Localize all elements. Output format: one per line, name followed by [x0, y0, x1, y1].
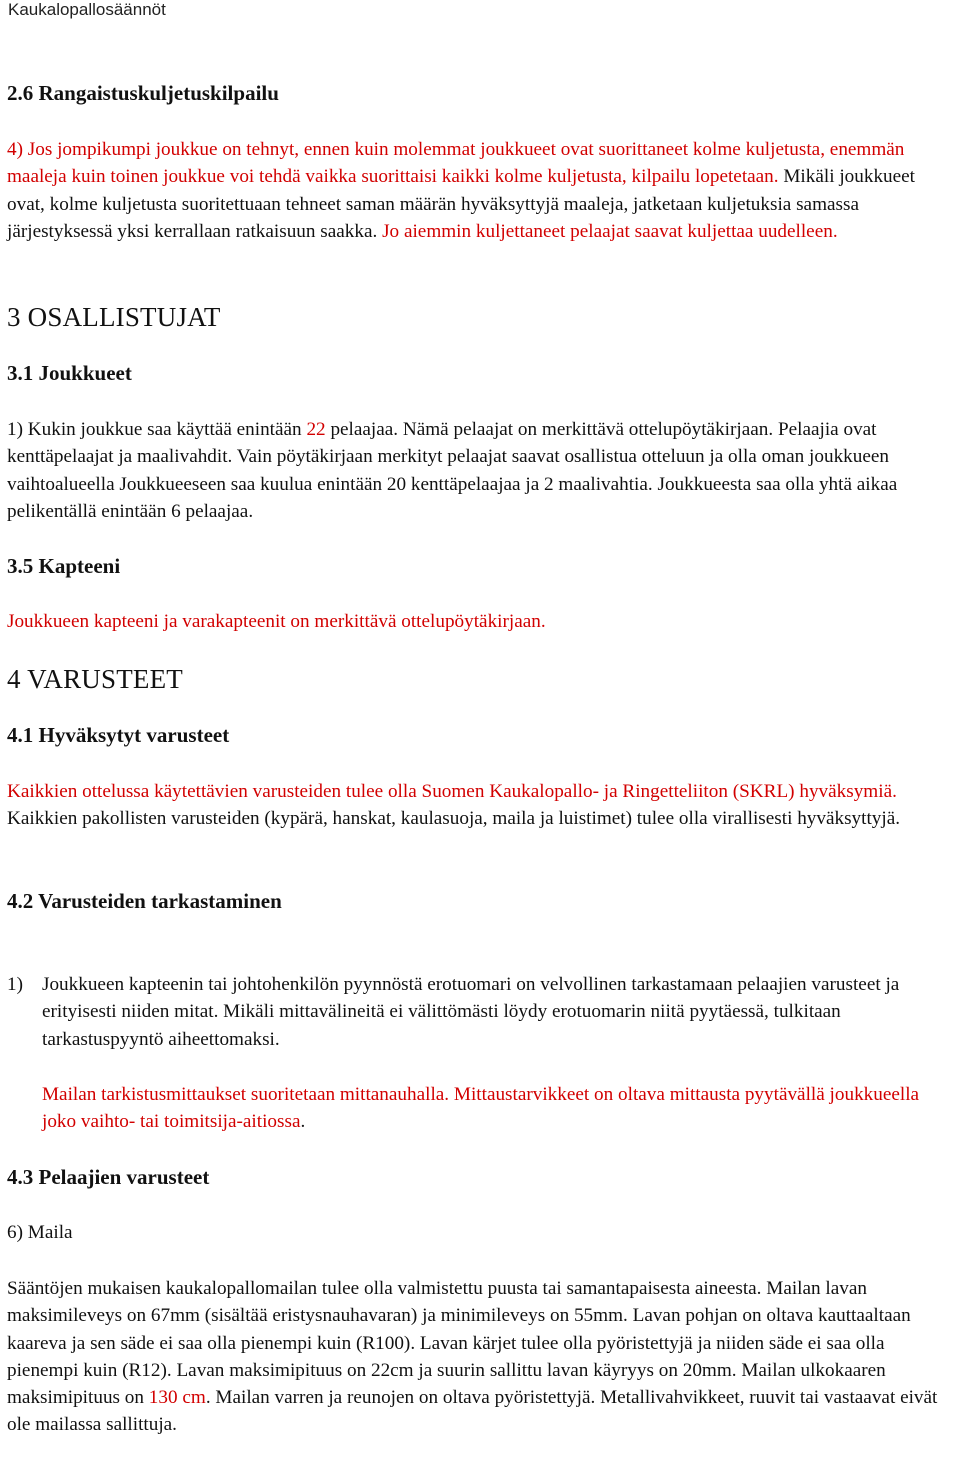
section-2-6-paragraph	[7, 136, 957, 245]
red-text: Kaikkien ottelussa käytettävien varusteiden tulee olla Suomen Kaukalopallo- ja Ringetteliiton (SKRL) hyväksymiä.	[7, 781, 897, 802]
section-4-1-paragraph	[7, 778, 957, 833]
section-4-2-note	[42, 1081, 957, 1136]
section-4-2-heading: 4.2 Varusteiden tarkastaminen	[7, 889, 282, 913]
body-text: pelaajaa. Nämä pelaajat on merkittävä ottelupöytäkirjaan. Pelaajia ovat kenttäpelaajat ja maalivahdit. Vain pöytäkirjaan merkityt pelaajat saavat osallistua otteluun ja olla oman joukkueen vaihtoalueella Joukkueeseen saa kuulua enintään 20 kenttäpelaajaa ja 2 maalivahtia. Joukkueesta saa olla yhtä aikaa pelikentällä enintään 6 pelaajaa.	[7, 419, 898, 522]
body-text: 1) Kukin joukkue saa käyttää enintään	[7, 419, 307, 440]
red-text: 22	[306, 419, 326, 440]
section-4-3-heading: 4.3 Pelaajien varusteet	[7, 1165, 210, 1189]
body-text: . Mailan varren ja reunojen on oltava pyöristettyjä. Metallivahvikkeet, ruuvit tai vastaavat eivät ole mailassa sallittuja.	[7, 1387, 938, 1436]
body-text: Sääntöjen mukaisen kaukalopallomailan tulee olla valmistettu puusta tai samantapaisesta aineesta. Mailan lavan maksimileveys on 67mm (sisältää eristysnauhavaran) ja minimileveys on 55mm. Lavan pohjan on oltava kauttaaltaan kaareva ja sen säde ei saa olla pienempi kuin (R100). Lavan kärjet tulee olla pyöristettyjä ja niiden säde ei saa olla pienempi kuin (R12). Lavan maksimipituus on 22cm ja suurin sallittu lavan käyryys on 20mm. Mailan ulkokaaren maksimipituus on	[7, 1278, 911, 1409]
section-4-1-heading: 4.1 Hyväksytyt varusteet	[7, 723, 230, 747]
red-text: Jo aiemmin kuljettaneet pelaajat saavat kuljettaa uudelleen.	[377, 220, 838, 242]
section-3-5-heading: 3.5 Kapteeni	[7, 554, 121, 578]
list-number: 1)	[7, 974, 23, 995]
section-2-6-heading: 2.6 Rangaistuskuljetuskilpailu	[7, 81, 279, 105]
section-4-2-paragraph: Joukkueen kapteenin tai johtohenkilön pyynnöstä erotuomari on velvollinen tarkastamaan pelaajien varusteet ja erityisesti niiden mitat. Mikäli mittavälineitä ei välittömästi löydy erotuomarin niitä pyytäessä, tulkitaan tarkastuspyyntö aiheettomaksi.	[42, 974, 900, 1050]
maila-paragraph	[7, 1275, 957, 1439]
section-3-5-paragraph: Joukkueen kapteeni ja varakapteenit on merkittävä ottelupöytäkirjaan.	[7, 611, 546, 632]
body-text: .	[300, 1111, 306, 1133]
section-3-1-paragraph	[7, 416, 957, 525]
body-text: Mikäli joukkueet ovat, kolme kuljetusta suoritettuaan tehneet saman määrän hyväksyttyjä maaleja, jatketaan kuljetuksia samassa järjestyksessä yksi kerrallaan ratkaisuun saakka.	[7, 166, 915, 242]
red-text: Mailan tarkistusmittaukset suoritetaan mittanauhalla. Mittaustarvikkeet on oltava mittausta pyytävällä joukkueella joko vaihto- tai toimitsija-aitiossa	[42, 1084, 920, 1133]
document-header: Kaukalopallosäännöt	[8, 0, 166, 19]
body-text: Kaikkien pakollisten varusteiden (kypärä, hanskat, kaulasuoja, maila ja luistimet) tulee olla virallisesti hyväksyttyjä.	[7, 808, 901, 830]
red-text: Jos jompikumpi joukkue on tehnyt, ennen kuin molemmat joukkueet ovat suorittaneet kolme kuljetusta, enemmän maaleja kuin toinen joukkue voi tehdä vaikka suorittaisi kaikki kolme kuljetusta, kilpailu lopetetaan.	[7, 139, 905, 188]
section-3-title: 3 OSALLISTUJAT	[7, 302, 221, 332]
paragraph-number: 4)	[7, 139, 23, 160]
red-text: 130 cm	[148, 1387, 206, 1409]
section-3-1-heading: 3.1 Joukkueet	[7, 361, 132, 385]
maila-heading: 6) Maila	[7, 1222, 73, 1243]
section-4-title: 4 VARUSTEET	[7, 664, 183, 694]
